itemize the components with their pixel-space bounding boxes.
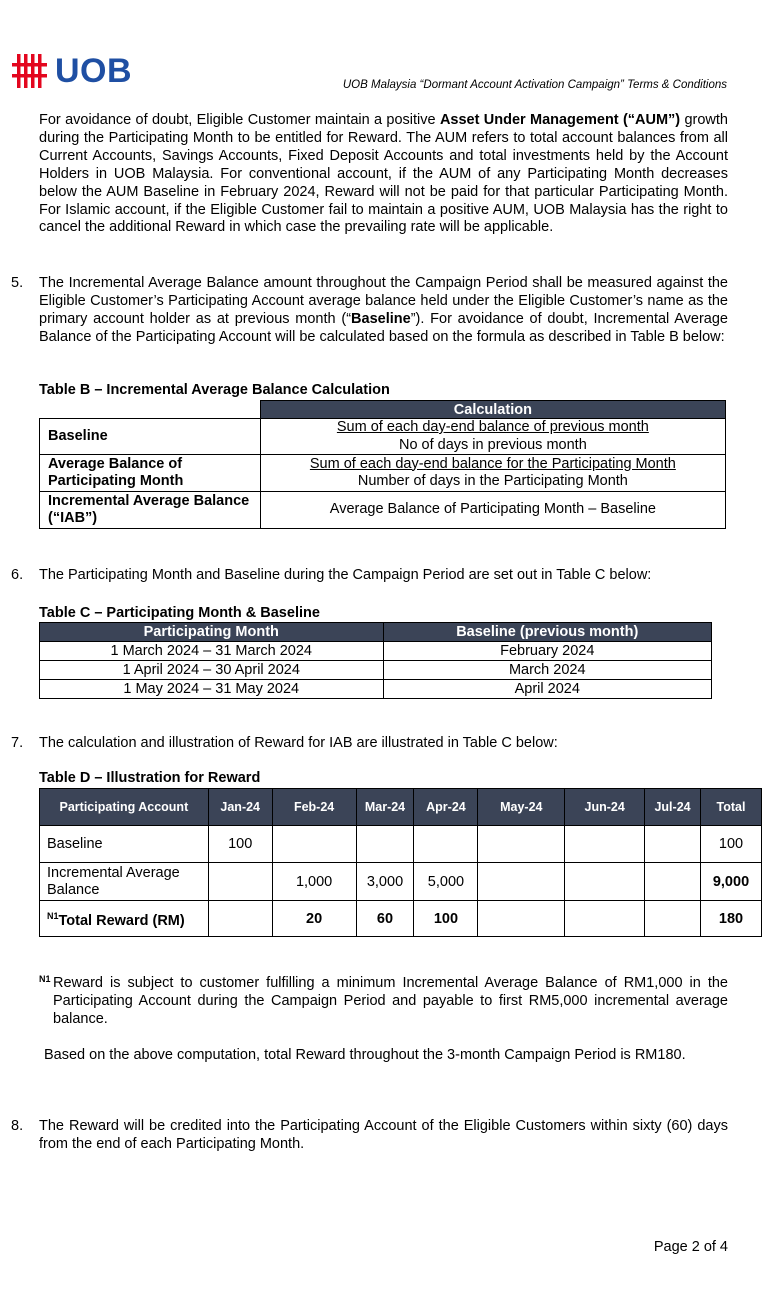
table-d-cell	[356, 826, 414, 863]
table-d-cell	[414, 826, 478, 863]
page-number: Page 2 of 4	[653, 1239, 728, 1255]
table-b-caption: Table B – Incremental Average Balance Calculation	[39, 382, 390, 398]
table-c	[39, 622, 712, 699]
table-b-formula: Sum of each day-end balance of previous month No of days in previous month	[260, 419, 725, 455]
table-d-cell	[565, 826, 645, 863]
table-d-cell	[478, 901, 565, 937]
uob-logo-icon	[11, 52, 51, 90]
table-d-cell: 100	[701, 826, 762, 863]
table-d-header: Jun-24	[565, 789, 645, 826]
table-d-cell: 100	[208, 826, 272, 863]
table-row	[40, 826, 762, 863]
table-c-cell: 1 May 2024 – 31 May 2024	[40, 680, 384, 699]
table-c-header: Baseline (previous month)	[383, 623, 712, 642]
table-d-header: Feb-24	[272, 789, 356, 826]
table-d-cell	[478, 826, 565, 863]
item-7-number: 7.	[11, 735, 24, 751]
table-row	[40, 680, 712, 699]
table-c-caption: Table C – Participating Month & Baseline	[39, 605, 320, 621]
table-d-cell: 3,000	[356, 863, 414, 901]
table-d-cell: 20	[272, 901, 356, 937]
table-d-row-label: Incremental Average Balance	[40, 863, 209, 901]
item-8-paragraph: The Reward will be credited into the Participating Account of the Eligible Customers within sixty (60) days from the end of each Participating Month.	[39, 1118, 728, 1152]
logo-text: UOB	[55, 52, 133, 90]
table-b-header: Calculation	[260, 401, 725, 419]
item-6-paragraph: The Participating Month and Baseline during the Campaign Period are set out in Table C below:	[39, 567, 652, 583]
table-d-cell	[645, 826, 701, 863]
table-row	[40, 661, 712, 680]
table-c-header: Participating Month	[40, 623, 384, 642]
table-d-row-label: $^{N1}$Total Reward (RM)	[40, 901, 209, 937]
table-d-header: Total	[701, 789, 762, 826]
item-8-number: 8.	[11, 1118, 24, 1134]
table-d-header: Jul-24	[645, 789, 701, 826]
table-row	[40, 901, 762, 937]
table-row	[40, 419, 726, 455]
table-b-row-label: Incremental Average Balance (“IAB”)	[40, 492, 261, 529]
table-d-cell	[208, 863, 272, 901]
table-b-formula: Average Balance of Participating Month – Baseline	[260, 492, 725, 529]
table-d-caption: Table D – Illustration for Reward	[39, 770, 261, 786]
table-b-row-label: Baseline	[40, 419, 261, 455]
table-b-row-label: Average Balance of Participating Month	[40, 455, 261, 492]
table-d-header: Mar-24	[356, 789, 414, 826]
table-c-cell: 1 April 2024 – 30 April 2024	[40, 661, 384, 680]
table-row	[40, 642, 712, 661]
table-d-cell	[565, 863, 645, 901]
table-d-header: Participating Account	[40, 789, 209, 826]
table-c-cell: 1 March 2024 – 31 March 2024	[40, 642, 384, 661]
table-d	[39, 788, 762, 937]
table-d-cell: 9,000	[701, 863, 762, 901]
table-c-cell: April 2024	[383, 680, 712, 699]
table-d-cell	[565, 901, 645, 937]
item-5-paragraph: The Incremental Average Balance amount throughout the Campaign Period shall be measured against the Eligible Customer’s Participating Account average balance held under the Eligible Customer’s name as the primary account holder as at previous month (“Baseline”). For avoidance of doubt, Incremental Average Balance of the Participating Account will be calculated based on the formula as described in Table B below:	[39, 275, 728, 345]
table-d-row-label: Baseline	[40, 826, 209, 863]
table-d-header: Jan-24	[208, 789, 272, 826]
table-d-cell: 60	[356, 901, 414, 937]
table-d-cell	[272, 826, 356, 863]
footnote	[39, 975, 728, 1029]
footnote-text: Reward is subject to customer fulfilling a minimum Incremental Average Balance of RM1,000 in the Participating Account during the Campaign Period and payable to first RM5,000 incremental average balance.	[53, 975, 728, 1027]
footnote-marker: N1	[39, 974, 51, 984]
document-title: UOB Malaysia “Dormant Account Activation Campaign” Terms & Conditions	[342, 79, 727, 91]
table-d-cell: 1,000	[272, 863, 356, 901]
table-d-cell	[645, 863, 701, 901]
table-d-cell	[208, 901, 272, 937]
table-d-header: May-24	[478, 789, 565, 826]
table-row	[40, 863, 762, 901]
table-d-cell: 100	[414, 901, 478, 937]
table-d-header: Apr-24	[414, 789, 478, 826]
table-b-formula: Sum of each day-end balance for the Participating Month Number of days in the Participating Month	[260, 455, 725, 492]
table-d-cell: 180	[701, 901, 762, 937]
intro-paragraph: For avoidance of doubt, Eligible Customer maintain a positive Asset Under Management (“AUM”) growth during the Participating Month to be entitled for Reward. The AUM refers to total account balances from all Current Accounts, Savings Accounts, Fixed Deposit Accounts and total investments held by the Account Holders in UOB Malaysia. For conventional account, if the AUM of any Participating Month decreases below the AUM Baseline in February 2024, Reward will not be paid for that particular Participating Month. For Islamic account, if the Eligible Customer fail to maintain a positive AUM, UOB Malaysia has the right to cancel the additional Reward in which case the prevailing rate will be applicable.	[39, 112, 728, 236]
uob-logo	[11, 52, 132, 90]
table-row	[40, 455, 726, 492]
summary-text: Based on the above computation, total Reward throughout the 3-month Campaign Period is RM180.	[44, 1047, 686, 1063]
item-7-paragraph: The calculation and illustration of Reward for IAB are illustrated in Table C below:	[39, 735, 558, 751]
table-c-cell: March 2024	[383, 661, 712, 680]
table-row	[40, 492, 726, 529]
table-d-cell	[645, 901, 701, 937]
table-b	[39, 400, 726, 529]
table-d-cell	[478, 863, 565, 901]
table-c-cell: February 2024	[383, 642, 712, 661]
table-d-cell: 5,000	[414, 863, 478, 901]
item-5-number: 5.	[11, 275, 24, 291]
item-6-number: 6.	[11, 567, 24, 583]
